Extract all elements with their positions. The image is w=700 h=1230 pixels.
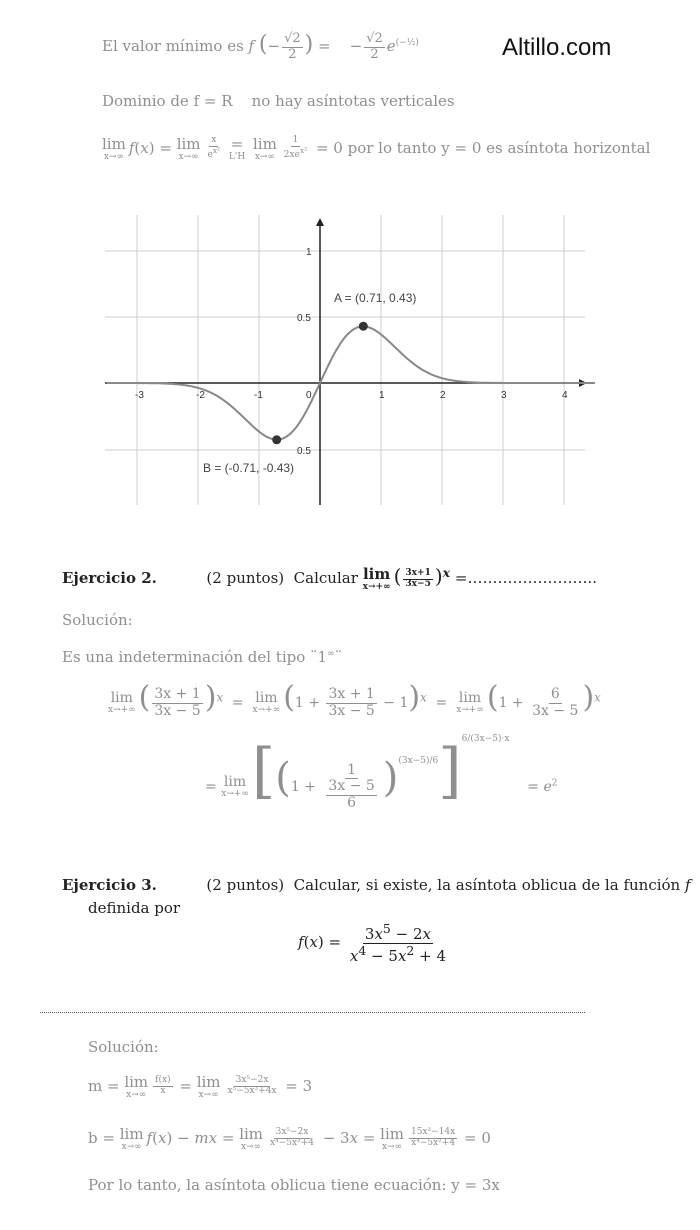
ex3-heading: Ejercicio 3. (2 puntos) Calcular, si existe, la asíntota oblicua de la función f (62, 876, 691, 894)
ex2-title: Ejercicio 2. (62, 569, 157, 587)
ex3-conclusion: Por lo tanto, la asíntota oblicua tiene ecuación: y = 3x (88, 1176, 500, 1194)
x-tick-label: 3 (501, 390, 507, 401)
ex2-points: (2 puntos) (206, 569, 285, 587)
indeterminacion-text: Es una indeterminación del tipo ¨1 (62, 648, 328, 666)
horizontal-text: por lo tanto y = 0 es asíntota horizontal (347, 138, 651, 157)
point-a-label: A = (0.71, 0.43) (334, 291, 417, 305)
ex3-m-line: m = lim x→∞ $\frac{f(x)}{x}$ = lim x→∞ $\frac{\text{3x⁵−2x}}{\text{x⁵−5x³+4x}}$ = 3 (88, 1073, 313, 1100)
separator-line (40, 1012, 585, 1013)
ex2-solucion: Solución: (62, 611, 133, 629)
no-vertical-text: no hay asíntotas verticales (251, 92, 455, 110)
x-tick-label: -2 (196, 390, 205, 401)
grid (105, 215, 585, 505)
x-tick-label: 2 (440, 390, 446, 401)
x-tick-label: 4 (562, 390, 568, 401)
ex3-prompt2: definida por (88, 899, 181, 917)
point-b-label: B = (-0.71, -0.43) (203, 461, 295, 475)
function-graph (105, 215, 595, 507)
domain-text: Dominio de f = R (102, 92, 233, 110)
y-tick-label: 0.5 (297, 313, 311, 324)
min-value-line: El valor mínimo es f (− $\frac{√2}{2}$ ) = − $\frac{√2}{2}$ $e^{(-\frac{1}{2})}$ (102, 31, 419, 62)
ex2-result-exp: 2 (551, 778, 558, 789)
x-tick-label: 0 (306, 390, 312, 401)
site-logo[interactable]: Altillo.com (502, 34, 612, 61)
y-tick-label: 1 (306, 247, 312, 258)
ex2-indeterminacion: Es una indeterminación del tipo ¨1∞¨ (62, 648, 343, 666)
ex2-heading: Ejercicio 2. (2 puntos) Calcular lim x→+∞ ( $\frac{3x+1}{3x-5}$ )$^x$ =…………………….. (62, 564, 598, 592)
b-result: = 0 (464, 1128, 491, 1147)
min-point-b (272, 435, 281, 444)
domain-line (102, 92, 455, 110)
ex2-step2: = lim x→+∞ [(1 + $\frac{1}{\frac{3x - 5}{6}}$ )$^{(3x-5)/6}$]$^{6/(3x-5)\cdot x}$ = $e^2$ (205, 734, 558, 811)
ex2-result: e (543, 779, 552, 795)
x-tick-label: 1 (379, 390, 385, 401)
y-tick-label: 0.5 (297, 446, 311, 457)
ex2-prompt: Calcular (293, 569, 358, 587)
ex2-step1: lim x→+∞ ( $\frac{3x + 1}{3x - 5}$ )$^x$ = lim x→+∞ (1 + $\frac{3x + 1}{3x - 5}$ − 1)$^x$ = lim x→+∞ (1 + $\frac{6}{3x - 5}$ )$^x$ (108, 680, 601, 719)
horizontal-asymptote-line: lim x→∞ f(x) = lim x→∞ $\frac{x}{e^{x^2}}$ = L'H lim x→∞ $\frac{1}{2xe^{x^2}}$ = 0 por lo tanto y = 0 es asíntota horizontal (102, 135, 651, 162)
ex3-title: Ejercicio 3. (62, 876, 157, 894)
ex2-blank: =…………………….. (454, 569, 598, 587)
x-tick-label: -1 (254, 390, 263, 401)
x-tick-label: -3 (135, 390, 144, 401)
max-point-a (359, 322, 368, 331)
y-axis-arrow (316, 218, 324, 226)
ex3-b-line: b = lim x→∞ f(x) − mx = lim x→∞ $\frac{\text{3x⁵−2x}}{\text{x⁴−5x²+4}}$ − 3x = lim x→∞ $\frac{\text{15x³−14x}}{\text{x⁴−5x²+4}}$ = 0 (88, 1125, 491, 1152)
m-result: = 3 (285, 1076, 313, 1095)
ex3-points: (2 puntos) (206, 876, 285, 894)
ex3-solucion: Solución: (88, 1038, 159, 1056)
min-value-text: El valor mínimo es (102, 37, 249, 55)
ex3-prompt: Calcular, si existe, la asíntota oblicua de la función (293, 876, 681, 894)
ex3-function: f(x) = $\frac{3x^5 - 2x}{x^4 - 5x^2 + 4}$ (298, 921, 447, 965)
